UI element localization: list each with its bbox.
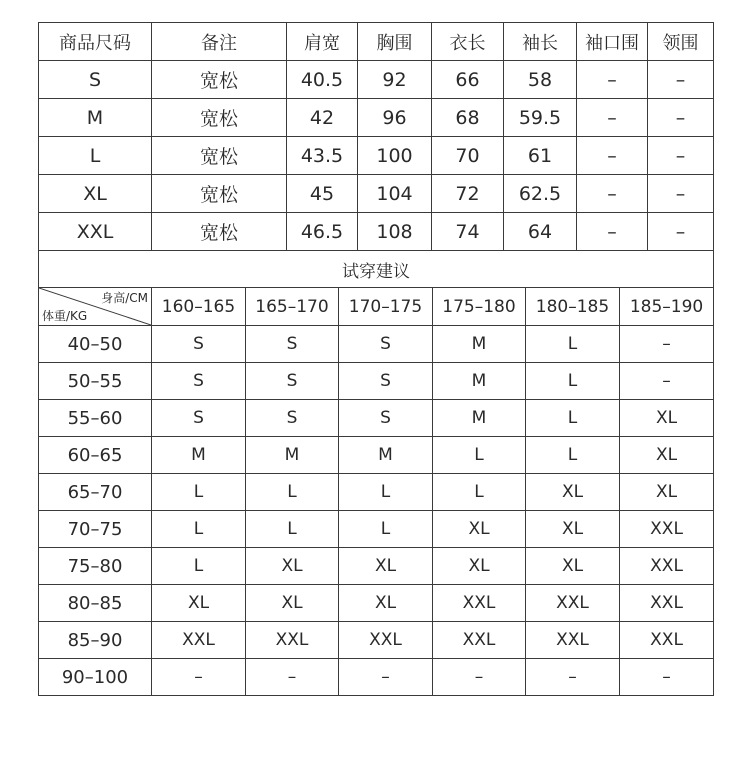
weight-range-cell: 80–85 (39, 585, 152, 622)
suggested-size-cell: XXL (526, 622, 620, 659)
table-cell: – (648, 137, 714, 175)
weight-range-cell: 70–75 (39, 511, 152, 548)
suggested-size-cell: L (433, 474, 526, 511)
suggested-size-cell: L (526, 363, 620, 400)
size-table-header-row (39, 23, 714, 61)
table-row (39, 511, 714, 548)
size-cell: XXL (39, 213, 152, 251)
table-row (39, 137, 714, 175)
suggested-size-cell: XL (620, 400, 714, 437)
table-row (39, 622, 714, 659)
suggested-size-cell: – (526, 659, 620, 696)
suggested-size-cell: XL (246, 548, 339, 585)
table-cell: 92 (358, 61, 432, 99)
suggested-size-cell: S (339, 400, 433, 437)
note-cell: 宽松 (152, 175, 287, 213)
table-cell: 100 (358, 137, 432, 175)
suggested-size-cell: XXL (620, 511, 714, 548)
suggested-size-cell: – (620, 363, 714, 400)
suggested-size-cell: L (152, 511, 246, 548)
table-cell: – (648, 175, 714, 213)
suggested-size-cell: – (339, 659, 433, 696)
height-range-header: 165–170 (246, 288, 339, 326)
header-length: 衣长 (432, 23, 504, 61)
table-cell: 108 (358, 213, 432, 251)
fit-suggestion-table (38, 250, 714, 696)
table-cell: 45 (287, 175, 358, 213)
suggested-size-cell: L (246, 474, 339, 511)
suggested-size-cell: S (246, 363, 339, 400)
table-cell: 68 (432, 99, 504, 137)
table-row (39, 659, 714, 696)
table-cell: – (648, 213, 714, 251)
suggested-size-cell: L (433, 437, 526, 474)
suggested-size-cell: XL (526, 474, 620, 511)
size-chart (38, 22, 713, 696)
header-note: 备注 (152, 23, 287, 61)
table-cell: 62.5 (504, 175, 577, 213)
height-range-header: 185–190 (620, 288, 714, 326)
table-cell: 40.5 (287, 61, 358, 99)
suggested-size-cell: – (620, 326, 714, 363)
suggested-size-cell: S (339, 326, 433, 363)
table-cell: 66 (432, 61, 504, 99)
suggested-size-cell: S (246, 400, 339, 437)
height-range-header: 160–165 (152, 288, 246, 326)
table-cell: 46.5 (287, 213, 358, 251)
suggested-size-cell: XXL (526, 585, 620, 622)
height-range-header: 180–185 (526, 288, 620, 326)
table-row (39, 474, 714, 511)
suggested-size-cell: L (339, 474, 433, 511)
suggested-size-cell: XXL (339, 622, 433, 659)
weight-range-cell: 90–100 (39, 659, 152, 696)
table-cell: 43.5 (287, 137, 358, 175)
table-row (39, 326, 714, 363)
suggested-size-cell: M (433, 326, 526, 363)
height-range-header: 170–175 (339, 288, 433, 326)
table-row (39, 99, 714, 137)
suggested-size-cell: S (246, 326, 339, 363)
suggested-size-cell: L (152, 474, 246, 511)
note-cell: 宽松 (152, 213, 287, 251)
suggested-size-cell: XXL (433, 622, 526, 659)
table-cell: – (577, 213, 648, 251)
suggested-size-cell: L (526, 326, 620, 363)
suggested-size-cell: – (152, 659, 246, 696)
size-cell: L (39, 137, 152, 175)
header-cuff: 袖口围 (577, 23, 648, 61)
suggested-size-cell: XXL (246, 622, 339, 659)
header-sleeve: 袖长 (504, 23, 577, 61)
suggested-size-cell: XL (620, 474, 714, 511)
table-cell: 58 (504, 61, 577, 99)
size-cell: XL (39, 175, 152, 213)
suggested-size-cell: L (246, 511, 339, 548)
header-size: 商品尺码 (39, 23, 152, 61)
suggested-size-cell: – (620, 659, 714, 696)
suggested-size-cell: XL (339, 585, 433, 622)
weight-axis-label: 体重/KG (42, 309, 88, 323)
table-cell: 104 (358, 175, 432, 213)
table-cell: – (577, 61, 648, 99)
suggested-size-cell: XL (526, 548, 620, 585)
suggested-size-cell: L (152, 548, 246, 585)
suggested-size-cell: – (246, 659, 339, 696)
suggested-size-cell: XL (620, 437, 714, 474)
suggested-size-cell: M (246, 437, 339, 474)
note-cell: 宽松 (152, 61, 287, 99)
suggested-size-cell: XL (339, 548, 433, 585)
height-range-header: 175–180 (433, 288, 526, 326)
suggested-size-cell: XL (526, 511, 620, 548)
table-row (39, 213, 714, 251)
suggested-size-cell: M (339, 437, 433, 474)
weight-range-cell: 55–60 (39, 400, 152, 437)
suggested-size-cell: XXL (620, 548, 714, 585)
suggested-size-cell: S (152, 326, 246, 363)
table-row (39, 400, 714, 437)
suggested-size-cell: XXL (620, 585, 714, 622)
height-axis-label: 身高/CM (101, 291, 148, 305)
size-cell: S (39, 61, 152, 99)
weight-range-cell: 75–80 (39, 548, 152, 585)
fit-table-body (39, 326, 714, 696)
table-cell: 61 (504, 137, 577, 175)
diagonal-header-cell (39, 288, 152, 326)
table-cell: 64 (504, 213, 577, 251)
table-row (39, 437, 714, 474)
note-cell: 宽松 (152, 99, 287, 137)
table-cell: 74 (432, 213, 504, 251)
table-cell: 96 (358, 99, 432, 137)
table-cell: – (577, 175, 648, 213)
height-header-row (39, 288, 714, 326)
table-row (39, 61, 714, 99)
header-collar: 领围 (648, 23, 714, 61)
fit-title-row (39, 251, 714, 288)
suggested-size-cell: XXL (433, 585, 526, 622)
table-cell: – (577, 137, 648, 175)
table-row (39, 175, 714, 213)
suggested-size-cell: L (339, 511, 433, 548)
size-cell: M (39, 99, 152, 137)
table-row (39, 548, 714, 585)
table-cell: 70 (432, 137, 504, 175)
suggested-size-cell: S (152, 400, 246, 437)
suggested-size-cell: L (526, 400, 620, 437)
table-cell: – (648, 99, 714, 137)
table-cell: 59.5 (504, 99, 577, 137)
header-chest: 胸围 (358, 23, 432, 61)
suggested-size-cell: – (433, 659, 526, 696)
suggested-size-cell: S (152, 363, 246, 400)
weight-range-cell: 85–90 (39, 622, 152, 659)
suggested-size-cell: L (526, 437, 620, 474)
suggested-size-cell: XXL (620, 622, 714, 659)
table-cell: 42 (287, 99, 358, 137)
suggested-size-cell: XL (433, 548, 526, 585)
weight-range-cell: 40–50 (39, 326, 152, 363)
suggested-size-cell: M (152, 437, 246, 474)
table-row (39, 363, 714, 400)
suggested-size-cell: XL (246, 585, 339, 622)
suggested-size-cell: XL (433, 511, 526, 548)
size-measurement-table (38, 22, 714, 251)
note-cell: 宽松 (152, 137, 287, 175)
fit-table-title: 试穿建议 (39, 251, 714, 288)
table-cell: – (648, 61, 714, 99)
suggested-size-cell: XL (152, 585, 246, 622)
suggested-size-cell: S (339, 363, 433, 400)
weight-range-cell: 50–55 (39, 363, 152, 400)
weight-range-cell: 60–65 (39, 437, 152, 474)
table-row (39, 585, 714, 622)
table-cell: – (577, 99, 648, 137)
header-shoulder: 肩宽 (287, 23, 358, 61)
suggested-size-cell: M (433, 363, 526, 400)
table-cell: 72 (432, 175, 504, 213)
suggested-size-cell: XXL (152, 622, 246, 659)
suggested-size-cell: M (433, 400, 526, 437)
weight-range-cell: 65–70 (39, 474, 152, 511)
